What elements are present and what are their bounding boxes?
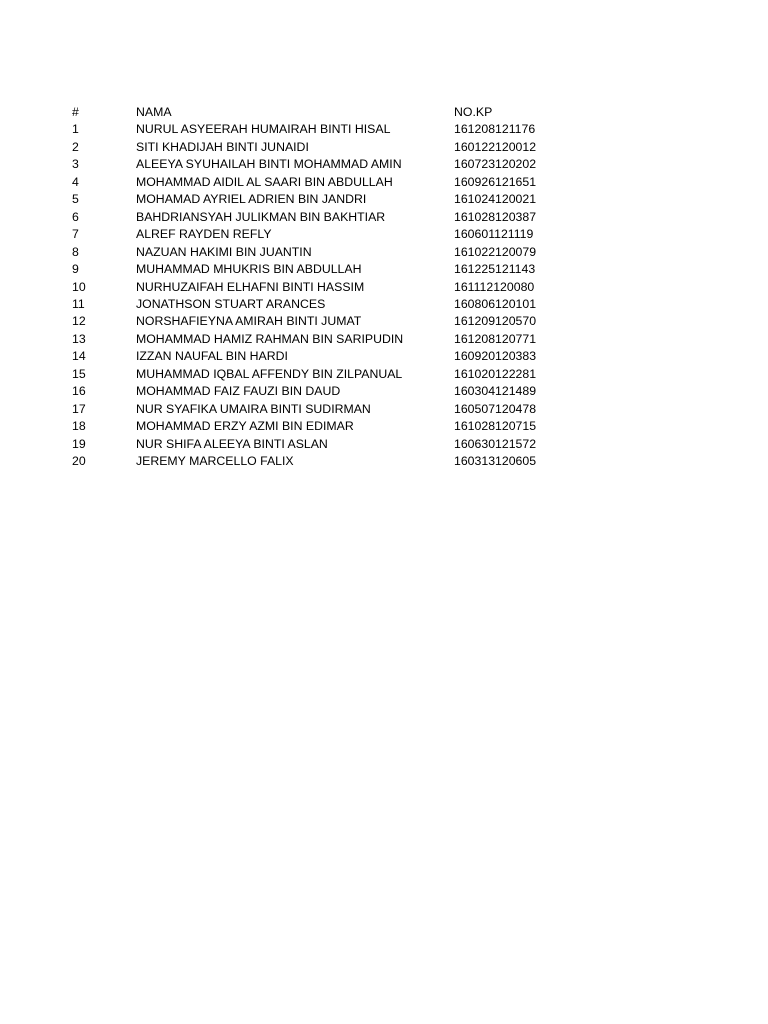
ic-number: 160122120012 bbox=[454, 139, 537, 154]
column-header-ic-number: NO.KP bbox=[454, 105, 493, 119]
ic-number: 161028120387 bbox=[454, 209, 537, 224]
table-row bbox=[72, 139, 672, 156]
ic-number: 160920120383 bbox=[454, 349, 537, 364]
row-number: 20 bbox=[72, 454, 86, 469]
column-header-name: NAMA bbox=[136, 105, 172, 119]
student-name: NUR SHIFA ALEEYA BINTI ASLAN bbox=[136, 436, 328, 451]
ic-number: 161208121176 bbox=[454, 122, 536, 137]
table-row bbox=[72, 383, 672, 400]
table-row bbox=[72, 279, 672, 296]
student-name: IZZAN NAUFAL BIN HARDI bbox=[136, 349, 288, 364]
row-number: 16 bbox=[72, 384, 86, 399]
ic-number: 161225121143 bbox=[454, 262, 536, 277]
student-name: MOHAMMAD FAIZ FAUZI BIN DAUD bbox=[136, 384, 341, 399]
ic-number: 161028120715 bbox=[454, 419, 537, 434]
row-number: 10 bbox=[72, 279, 86, 294]
row-number: 12 bbox=[72, 314, 86, 329]
ic-number: 160926121651 bbox=[454, 174, 537, 189]
ic-number: 160601121119 bbox=[454, 227, 534, 242]
header-row bbox=[72, 104, 672, 121]
table-row bbox=[72, 261, 672, 278]
student-roster-table bbox=[72, 104, 672, 471]
table-row bbox=[72, 209, 672, 226]
student-name: MOHAMAD AYRIEL ADRIEN BIN JANDRI bbox=[136, 192, 367, 207]
ic-number: 161209120570 bbox=[454, 314, 537, 329]
table-row bbox=[72, 436, 672, 453]
table-row bbox=[72, 156, 672, 173]
row-number: 4 bbox=[72, 174, 79, 189]
student-name: JEREMY MARCELLO FALIX bbox=[136, 454, 294, 469]
row-number: 11 bbox=[72, 296, 85, 311]
row-number: 14 bbox=[72, 349, 86, 364]
student-name: NURHUZAIFAH ELHAFNI BINTI HASSIM bbox=[136, 279, 365, 294]
student-name: MOHAMMAD HAMIZ RAHMAN BIN SARIPUDIN bbox=[136, 331, 404, 346]
column-header-number: # bbox=[72, 105, 79, 119]
row-number: 19 bbox=[72, 436, 86, 451]
student-name: MUHAMMAD IQBAL AFFENDY BIN ZILPANUAL bbox=[136, 366, 403, 381]
student-name: SITI KHADIJAH BINTI JUNAIDI bbox=[136, 139, 309, 154]
table-row bbox=[72, 313, 672, 330]
table-row bbox=[72, 191, 672, 208]
student-name: NAZUAN HAKIMI BIN JUANTIN bbox=[136, 244, 312, 259]
row-number: 1 bbox=[72, 122, 79, 137]
ic-number: 161020122281 bbox=[454, 366, 537, 381]
student-name: MOHAMMAD AIDIL AL SAARI BIN ABDULLAH bbox=[136, 174, 393, 189]
student-name: NUR SYAFIKA UMAIRA BINTI SUDIRMAN bbox=[136, 401, 371, 416]
student-name: NORSHAFIEYNA AMIRAH BINTI JUMAT bbox=[136, 314, 362, 329]
row-number: 6 bbox=[72, 209, 79, 224]
student-name: MOHAMMAD ERZY AZMI BIN EDIMAR bbox=[136, 419, 354, 434]
row-number: 18 bbox=[72, 419, 86, 434]
table-row bbox=[72, 401, 672, 418]
ic-number: 161024120021 bbox=[454, 192, 537, 207]
row-number: 2 bbox=[72, 139, 79, 154]
row-number: 5 bbox=[72, 192, 79, 207]
student-name: MUHAMMAD MHUKRIS BIN ABDULLAH bbox=[136, 262, 362, 277]
student-name: JONATHSON STUART ARANCES bbox=[136, 296, 326, 311]
student-name: ALREF RAYDEN REFLY bbox=[136, 227, 272, 242]
student-name: NURUL ASYEERAH HUMAIRAH BINTI HISAL bbox=[136, 122, 391, 137]
row-number: 15 bbox=[72, 366, 86, 381]
table-row bbox=[72, 226, 672, 243]
student-name: ALEEYA SYUHAILAH BINTI MOHAMMAD AMIN bbox=[136, 157, 402, 172]
row-number: 3 bbox=[72, 157, 79, 172]
table-row bbox=[72, 366, 672, 383]
ic-number: 160507120478 bbox=[454, 401, 537, 416]
row-number: 17 bbox=[72, 401, 86, 416]
table-row bbox=[72, 348, 672, 365]
ic-number: 161022120079 bbox=[454, 244, 537, 259]
table-row bbox=[72, 418, 672, 435]
ic-number: 160806120101 bbox=[454, 296, 537, 311]
ic-number: 161112120080 bbox=[454, 279, 535, 294]
table-row bbox=[72, 453, 672, 470]
row-number: 8 bbox=[72, 244, 79, 259]
table-row bbox=[72, 244, 672, 261]
table-row bbox=[72, 296, 672, 313]
ic-number: 161208120771 bbox=[454, 331, 537, 346]
table-row bbox=[72, 331, 672, 348]
ic-number: 160630121572 bbox=[454, 436, 537, 451]
ic-number: 160313120605 bbox=[454, 454, 537, 469]
ic-number: 160304121489 bbox=[454, 384, 537, 399]
table-row bbox=[72, 174, 672, 191]
student-name: BAHDRIANSYAH JULIKMAN BIN BAKHTIAR bbox=[136, 209, 386, 224]
row-number: 13 bbox=[72, 331, 86, 346]
table-row bbox=[72, 121, 672, 138]
ic-number: 160723120202 bbox=[454, 157, 537, 172]
roster-body bbox=[72, 121, 672, 470]
row-number: 7 bbox=[72, 227, 79, 242]
row-number: 9 bbox=[72, 262, 79, 277]
